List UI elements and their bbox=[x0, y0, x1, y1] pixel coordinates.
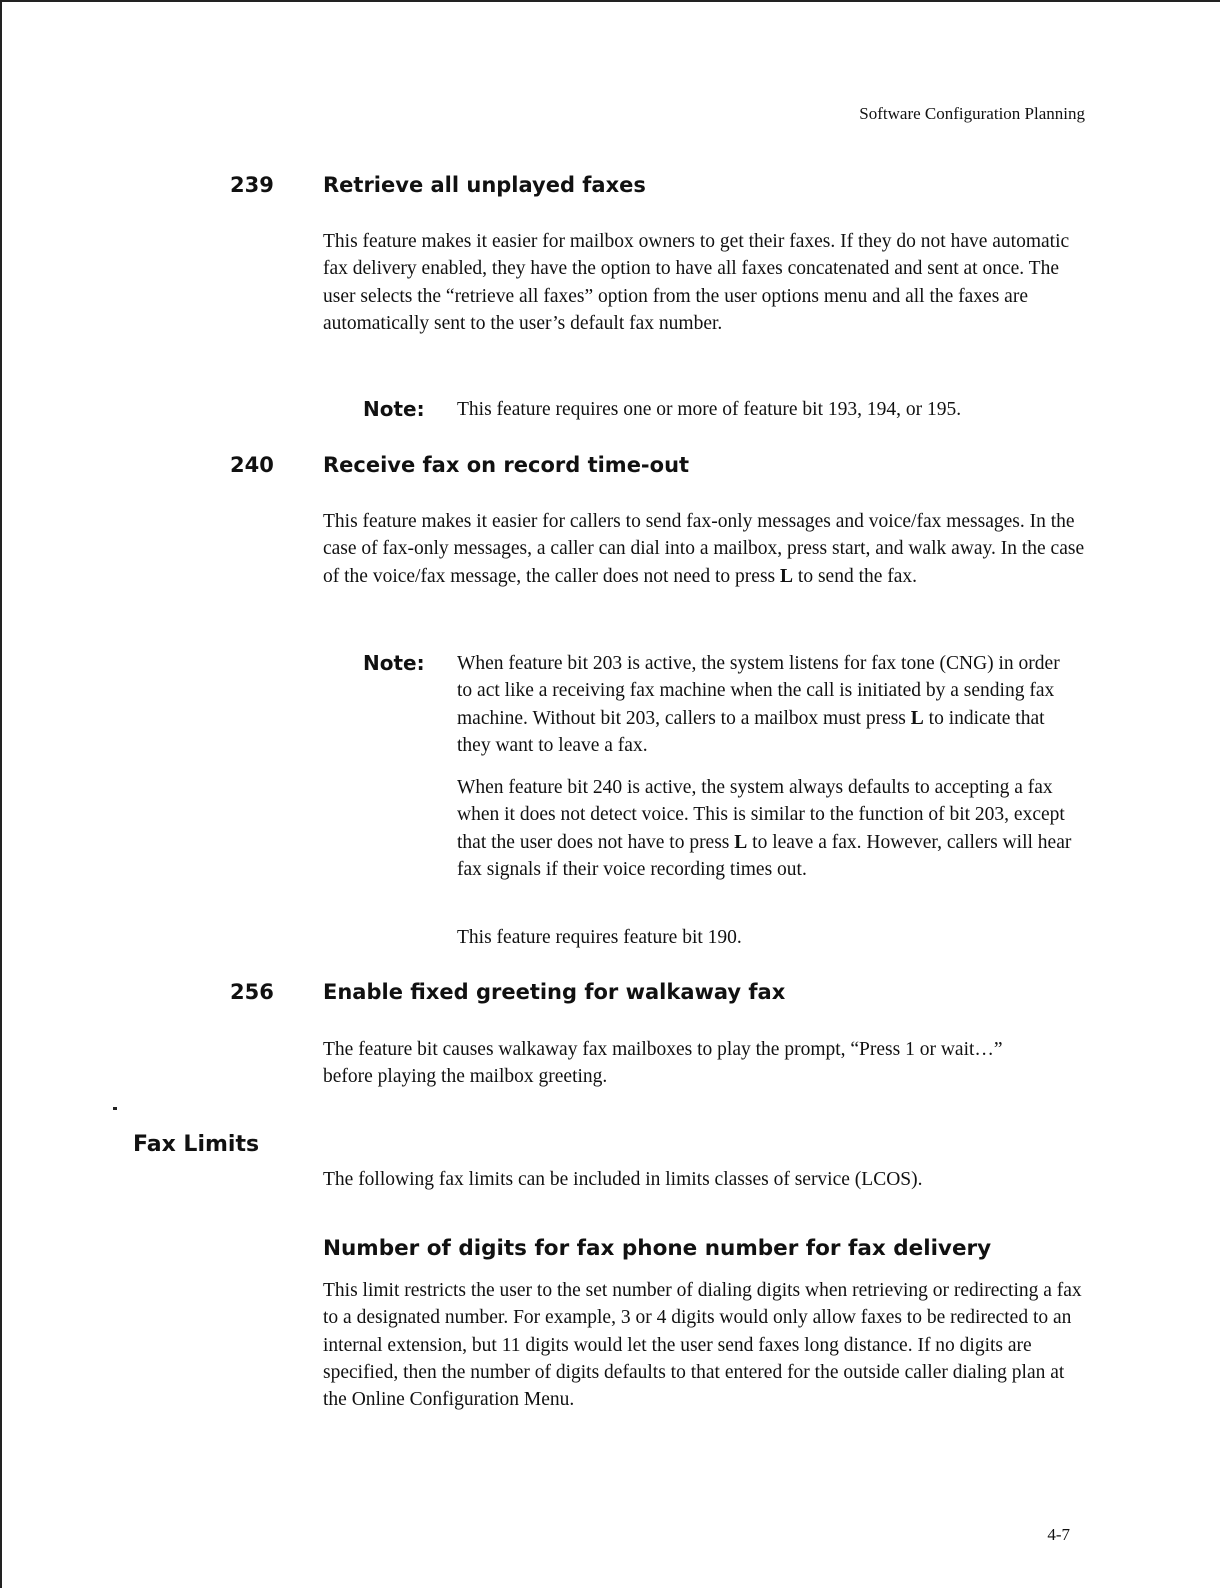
feature-number-256: 256 bbox=[230, 980, 274, 1004]
note-text-240-p1 bbox=[457, 650, 1077, 759]
note-label-239: Note: bbox=[363, 397, 425, 421]
feature-title-240: Receive fax on record time-out bbox=[323, 453, 690, 477]
feature-body-256: The feature bit causes walkaway fax mailboxes to play the prompt, “Press 1 or wait…” before playing the mailbox greeting. bbox=[323, 1039, 1003, 1088]
fax-digits-body: This limit restricts the user to the set number of dialing digits when retrieving or redirecting a fax to a designated number. For example, 3 or 4 digits would only allow faxes to be redirected to an internal extension, but 11 digits would let the user send faxes long distance. If no digits are specified, then the number of digits defaults to that entered for the outside caller dialing plan at the Online Configuration Menu. bbox=[323, 1280, 1082, 1411]
feature-title-256: Enable fixed greeting for walkaway fax bbox=[323, 980, 786, 1004]
margin-speck bbox=[113, 1107, 117, 1110]
key-letter: L bbox=[910, 707, 924, 729]
body-text: to send the fax. bbox=[793, 565, 918, 587]
fax-limits-intro: The following fax limits can be included in limits classes of service (LCOS). bbox=[323, 1169, 923, 1190]
feature-number-240: 240 bbox=[230, 453, 274, 477]
feature-number-239: 239 bbox=[230, 173, 274, 197]
note-text-240-p2 bbox=[457, 774, 1077, 883]
body-text: This feature makes it easier for callers to send fax-only messages and voice/fax messages. In the case of fax-only messages, a caller can dial into a mailbox, press start, and walk away. In the case of the voice/fax message, the caller does not need to press bbox=[323, 511, 1085, 587]
feature-title-239: Retrieve all unplayed faxes bbox=[323, 173, 646, 197]
running-head: Software Configuration Planning bbox=[859, 104, 1085, 123]
subheading-fax-digits: Number of digits for fax phone number for fax delivery bbox=[323, 1236, 992, 1261]
feature-body-240 bbox=[323, 508, 1088, 590]
note-text: When feature bit 240 is active, the system always defaults to accepting a fax when it does not detect voice. This is similar to the function of bit 203, except that the user does not have to press bbox=[457, 777, 1065, 853]
key-letter: L bbox=[734, 831, 748, 853]
note-text-240-p3: This feature requires feature bit 190. bbox=[457, 927, 742, 948]
note-text: to indicate that they want to leave a fax. bbox=[457, 707, 1045, 756]
note-text: to leave a fax. However, callers will hear fax signals if their voice recording times out. bbox=[457, 831, 1072, 880]
note-text-239: This feature requires one or more of feature bit 193, 194, or 195. bbox=[457, 399, 962, 420]
feature-body-239: This feature makes it easier for mailbox owners to get their faxes. If they do not have automatic fax delivery enabled, they have the option to have all faxes concatenated and sent at once. The user selects the “retrieve all faxes” option from the user options menu and all the faxes are automatically sent to the user’s default fax number. bbox=[323, 231, 1070, 334]
page-number: 4-7 bbox=[1047, 1525, 1070, 1544]
note-text: When feature bit 203 is active, the system listens for fax tone (CNG) in order to act like a receiving fax machine when the call is initiated by a sending fax machine. Without bit 203, callers to a mailbox must press bbox=[457, 653, 1060, 729]
key-letter: L bbox=[780, 565, 794, 587]
note-label-240: Note: bbox=[363, 651, 425, 675]
section-heading-fax-limits: Fax Limits bbox=[133, 1132, 260, 1157]
